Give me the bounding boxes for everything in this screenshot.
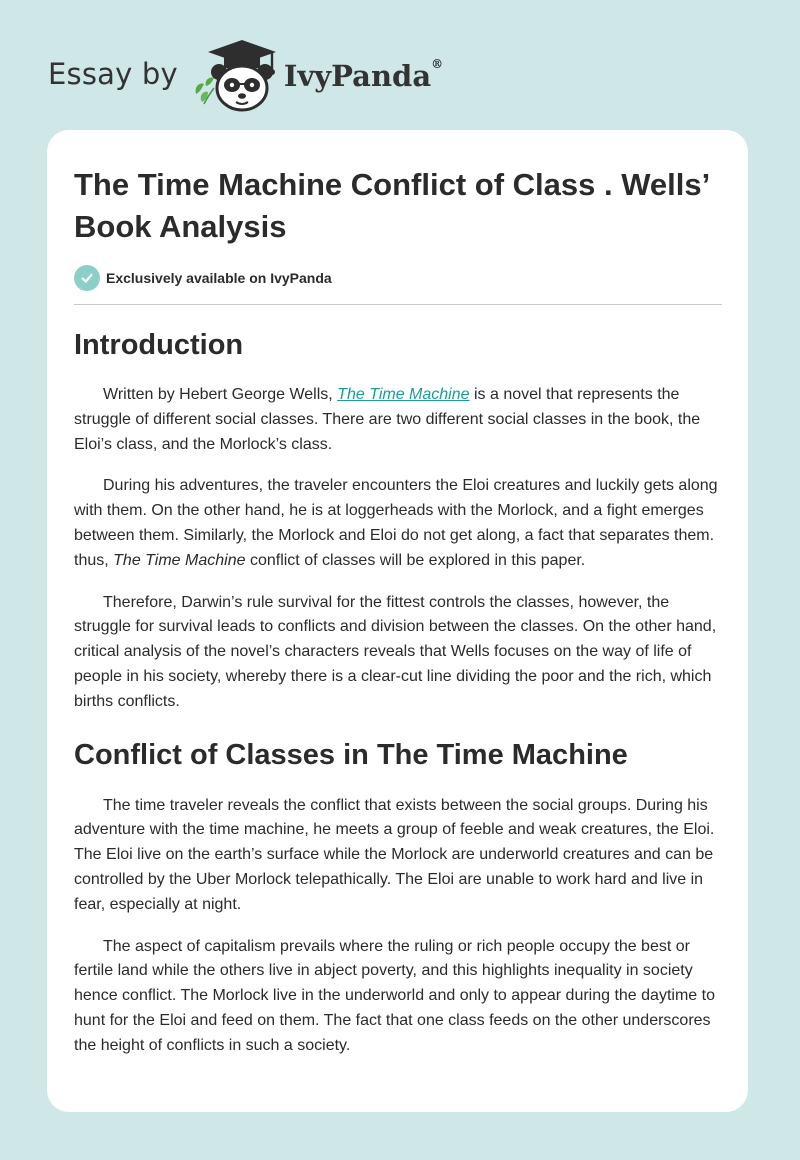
article-title: The Time Machine Conflict of Class . Wells’ Book Analysis — [74, 167, 709, 244]
paragraph-text: is a novel that represents the struggle of different social classes. There are two different social classes in the book, the Eloi’s class, and the Morlock’s class. — [74, 386, 701, 453]
article-card — [47, 130, 748, 1112]
brand-text: IvyPanda — [283, 59, 432, 93]
section-heading-introduction: Introduction — [74, 329, 244, 361]
paragraph: Therefore, Darwin’s rule survival for the fittest controls the classes, however, the struggle for survival leads to conflicts and division between the classes. On the other hand, critical analysis of the novel’s characters reveals that Wells focuses on the way of life of people in his society, whereby there is a clear-cut line dividing the poor and the rich, which births conflicts. — [74, 593, 717, 710]
check-icon — [74, 265, 100, 291]
paragraph: The aspect of capitalism prevails where the ruling or rich people occupy the best or fertile land while the others live in abject poverty, and this highlights inequality in society hence conflict. The Morlock live in the underworld and only to appear during the daytime to hunt for the Eloi and feed on them. The fact that one class feeds on the other underscores the height of conflicts in such a society. — [74, 937, 715, 1054]
paragraph-text: Written by Hebert George Wells, — [103, 386, 338, 403]
registered-mark: ® — [431, 57, 444, 71]
book-title-italic: The Time Machine — [113, 551, 246, 569]
paragraph: The time traveler reveals the conflict that exists between the social groups. During his adventure with the time machine, he meets a group of feeble and weak creatures, the Eloi. The Eloi live on the earth’s surface while the Morlock are underworld creatures and can be controlled by the Uber Morlock telepathically. The Eloi are unable to work hard and live in fear, especially at night. — [74, 796, 715, 913]
paragraph-text: conflict of classes will be explored in this paper. — [245, 551, 586, 569]
exclusive-label: Exclusively available on IvyPanda — [106, 270, 332, 286]
panda-graduate-logo-icon[interactable] — [192, 36, 280, 112]
section-heading-conflict: Conflict of Classes in The Time Machine — [74, 738, 628, 771]
essay-by-label: Essay by — [48, 57, 178, 91]
site-header — [48, 36, 443, 112]
brand-name[interactable] — [284, 59, 443, 93]
paragraph — [74, 474, 724, 573]
exclusive-badge — [74, 265, 721, 291]
divider — [74, 304, 722, 305]
paragraph — [74, 383, 724, 457]
paragraph-text: During his adventures, the traveler encounters the Eloi creatures and luckily gets along with them. On the other hand, he is at loggerheads with the Morlock, and a fight emerges between them. Similarly, the Morlock and Eloi do not get along, a fact that separates them. thus, — [74, 477, 718, 569]
book-title-link[interactable]: The Time Machine — [337, 386, 470, 403]
